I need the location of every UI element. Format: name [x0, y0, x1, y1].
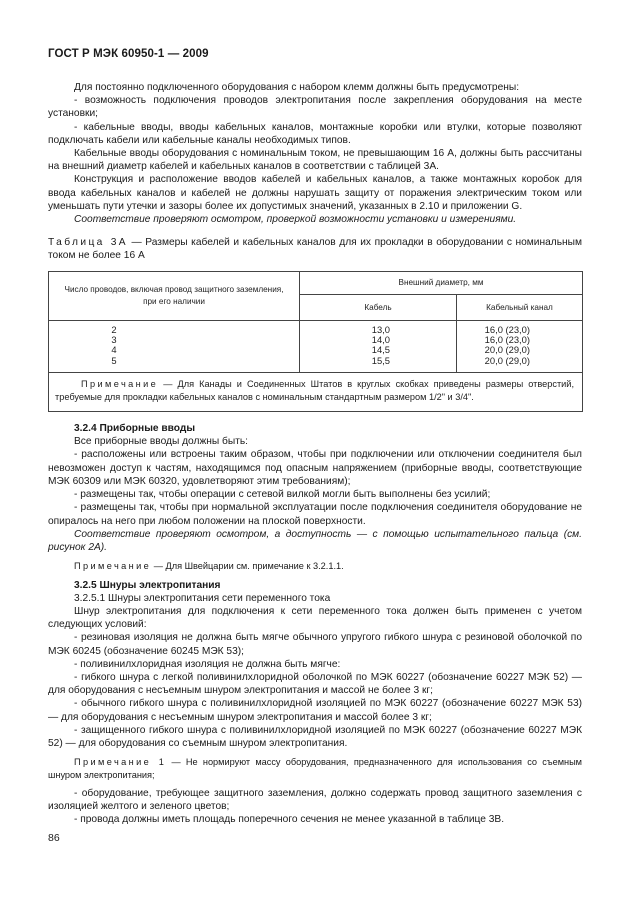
note [48, 560, 582, 572]
paragraph: - размещены так, чтобы операции с сетевой вилкой могли быть выполнены без усилий; [74, 489, 491, 501]
standard-header: ГОСТ Р МЭК 60950-1 — 2009 [48, 48, 209, 60]
table-cell: 15,5 [371, 354, 390, 366]
paragraph: Все приборные вводы должны быть: [74, 436, 249, 448]
table-cell: 20,0 (29,0) [484, 354, 530, 366]
table-cell: 20,0 (29,0) [484, 344, 530, 356]
paragraph: - провода должны иметь площадь поперечного сечения не менее указанной в таблице 3В. [74, 814, 505, 826]
compliance-text: Соответствие проверяют осмотром, а доступность — с помощью испытательного пальца (см. рисунок 2А). [48, 528, 582, 553]
paragraph: Конструкция и расположение вводов кабелей и кабельных каналов, а также монтажных коробок для ввода кабельных каналов и кабелей не должны нарушать защиту от поражения электрическим током или уменьшать пути утечки и зазоры более их допустимых значений, указанных в 2.10 и приложении G. [48, 174, 582, 212]
paragraph: - расположены или встроены таким образом, чтобы при подключении или отключении соединителя был невозможен доступ к частям, находящимся под опасным напряжением (приборные вводы, соответствующие МЭК 60309 или МЭК 60320, удовлетворяют этим требованиям); [48, 449, 582, 487]
subsection-heading: 3.2.5.1 Шнуры электропитания сети переменного тока [74, 592, 331, 604]
table-cell: 3 [111, 334, 117, 346]
table-cell: 14,0 [371, 334, 390, 346]
paragraph: - резиновая изоляция не должна быть мягче обычного упругого гибкого шнура с резиновой оболочкой по МЭК 60245 (обозначение 60245 МЭК 53); [48, 632, 582, 657]
table-cell: 13,0 [371, 323, 390, 335]
section-heading: 3.2.4 Приборные вводы [74, 423, 196, 435]
table-caption-label: Таблица 3А [48, 237, 128, 249]
column-header-cable: Кабель [300, 295, 457, 321]
paragraph: - гибкого шнура с легкой поливинилхлоридной оболочкой по МЭК 60227 (обозначение 60227 МЭК 52) — для оборудования с несъемным шнуром электропитания и массой не более 3 кг; [48, 671, 582, 697]
paragraph: Кабельные вводы оборудования с номинальным током, не превышающим 16 А, должны быть рассчитаны на внешний диаметр кабелей и кабельных каналов в соответствии с таблицей 3А. [48, 148, 582, 173]
note-label: Примечание 1 [74, 757, 167, 768]
table-column-cable [300, 320, 457, 373]
paragraph: Шнур электропитания для подключения к сети переменного тока должен быть применен с учетом следующих условий: [48, 605, 582, 631]
table-cell: 16,0 (23,0) [484, 323, 530, 335]
cable-dimensions-table [48, 271, 583, 412]
table-column-channel [457, 320, 583, 373]
table-cell: 16,0 (23,0) [484, 334, 530, 346]
note-label: Примечание [74, 561, 152, 572]
compliance-text: Соответствие проверяют осмотром, проверкой возможности установки и измерениями. [74, 214, 517, 226]
table-caption [48, 236, 582, 262]
table-note [49, 373, 583, 412]
note [48, 756, 582, 781]
paragraph: Для постоянно подключенного оборудования с набором клемм должны быть предусмотрены: [74, 82, 520, 93]
section-heading: 3.2.5 Шнуры электропитания [74, 579, 221, 591]
table-note-text: — Для Канады и Соединенных Штатов в круглых скобках приведены размеры отверстий, требуемые для прокладки кабельных каналов с номинальным стандартным размером 1/2" и 3/4". [55, 379, 574, 402]
column-header-channel: Кабельный канал [457, 295, 583, 321]
table-column-conductors [49, 320, 300, 373]
paragraph: - защищенного гибкого шнура с поливинилхлоридной изоляцией по МЭК 60227 (обозначение 60227 МЭК 52) — для оборудования со съемным шнуром электропитания. [48, 724, 582, 749]
table-caption-text: — Размеры кабелей и кабельных каналов для их прокладки в оборудовании с номинальным током не более 16 А [48, 237, 582, 262]
paragraph: - размещены так, чтобы при нормальной эксплуатации после подключения соединителя оборудование не опиралось на него при любом положении на плоской поверхности. [48, 502, 582, 527]
page-body [48, 81, 582, 827]
paragraph: - оборудование, требующее защитного заземления, должно содержать провод защитного заземления с изоляцией желтого и зеленого цветов; [48, 787, 582, 813]
paragraph: - кабельные вводы, вводы кабельных каналов, монтажные коробки или втулки, которые позволяют подключать кабели или кабельные каналы необходимых типов. [48, 121, 582, 146]
paragraph: - поливинилхлоридная изоляция не должна быть мягче: [74, 658, 341, 670]
table-cell: 2 [111, 323, 117, 335]
table-cell: 14,5 [371, 344, 390, 356]
column-header-outer-diameter: Внешний диаметр, мм [300, 271, 583, 294]
note-text: — Для Швейцарии см. примечание к 3.2.1.1. [151, 561, 344, 572]
paragraph: - обычного гибкого шнура с поливинилхлоридной изоляцией по МЭК 60227 (обозначение 60227 МЭК 53) — для оборудования с несъемным шнуром электропитания и массой более 3 кг; [48, 698, 582, 723]
table-cell: 5 [111, 354, 117, 366]
column-header-conductors: Число проводов, включая провод защитного заземления, при его наличии [49, 271, 300, 320]
page-number: 86 [48, 832, 60, 844]
table-cell: 4 [111, 344, 117, 356]
paragraph: - возможность подключения проводов электропитания после закрепления оборудования на месте установки; [48, 95, 582, 120]
table-note-label: Примечание [81, 379, 159, 390]
note-text: — Не нормируют массу оборудования, предназначенного для использования со съемным шнуром электропитания; [48, 757, 583, 780]
